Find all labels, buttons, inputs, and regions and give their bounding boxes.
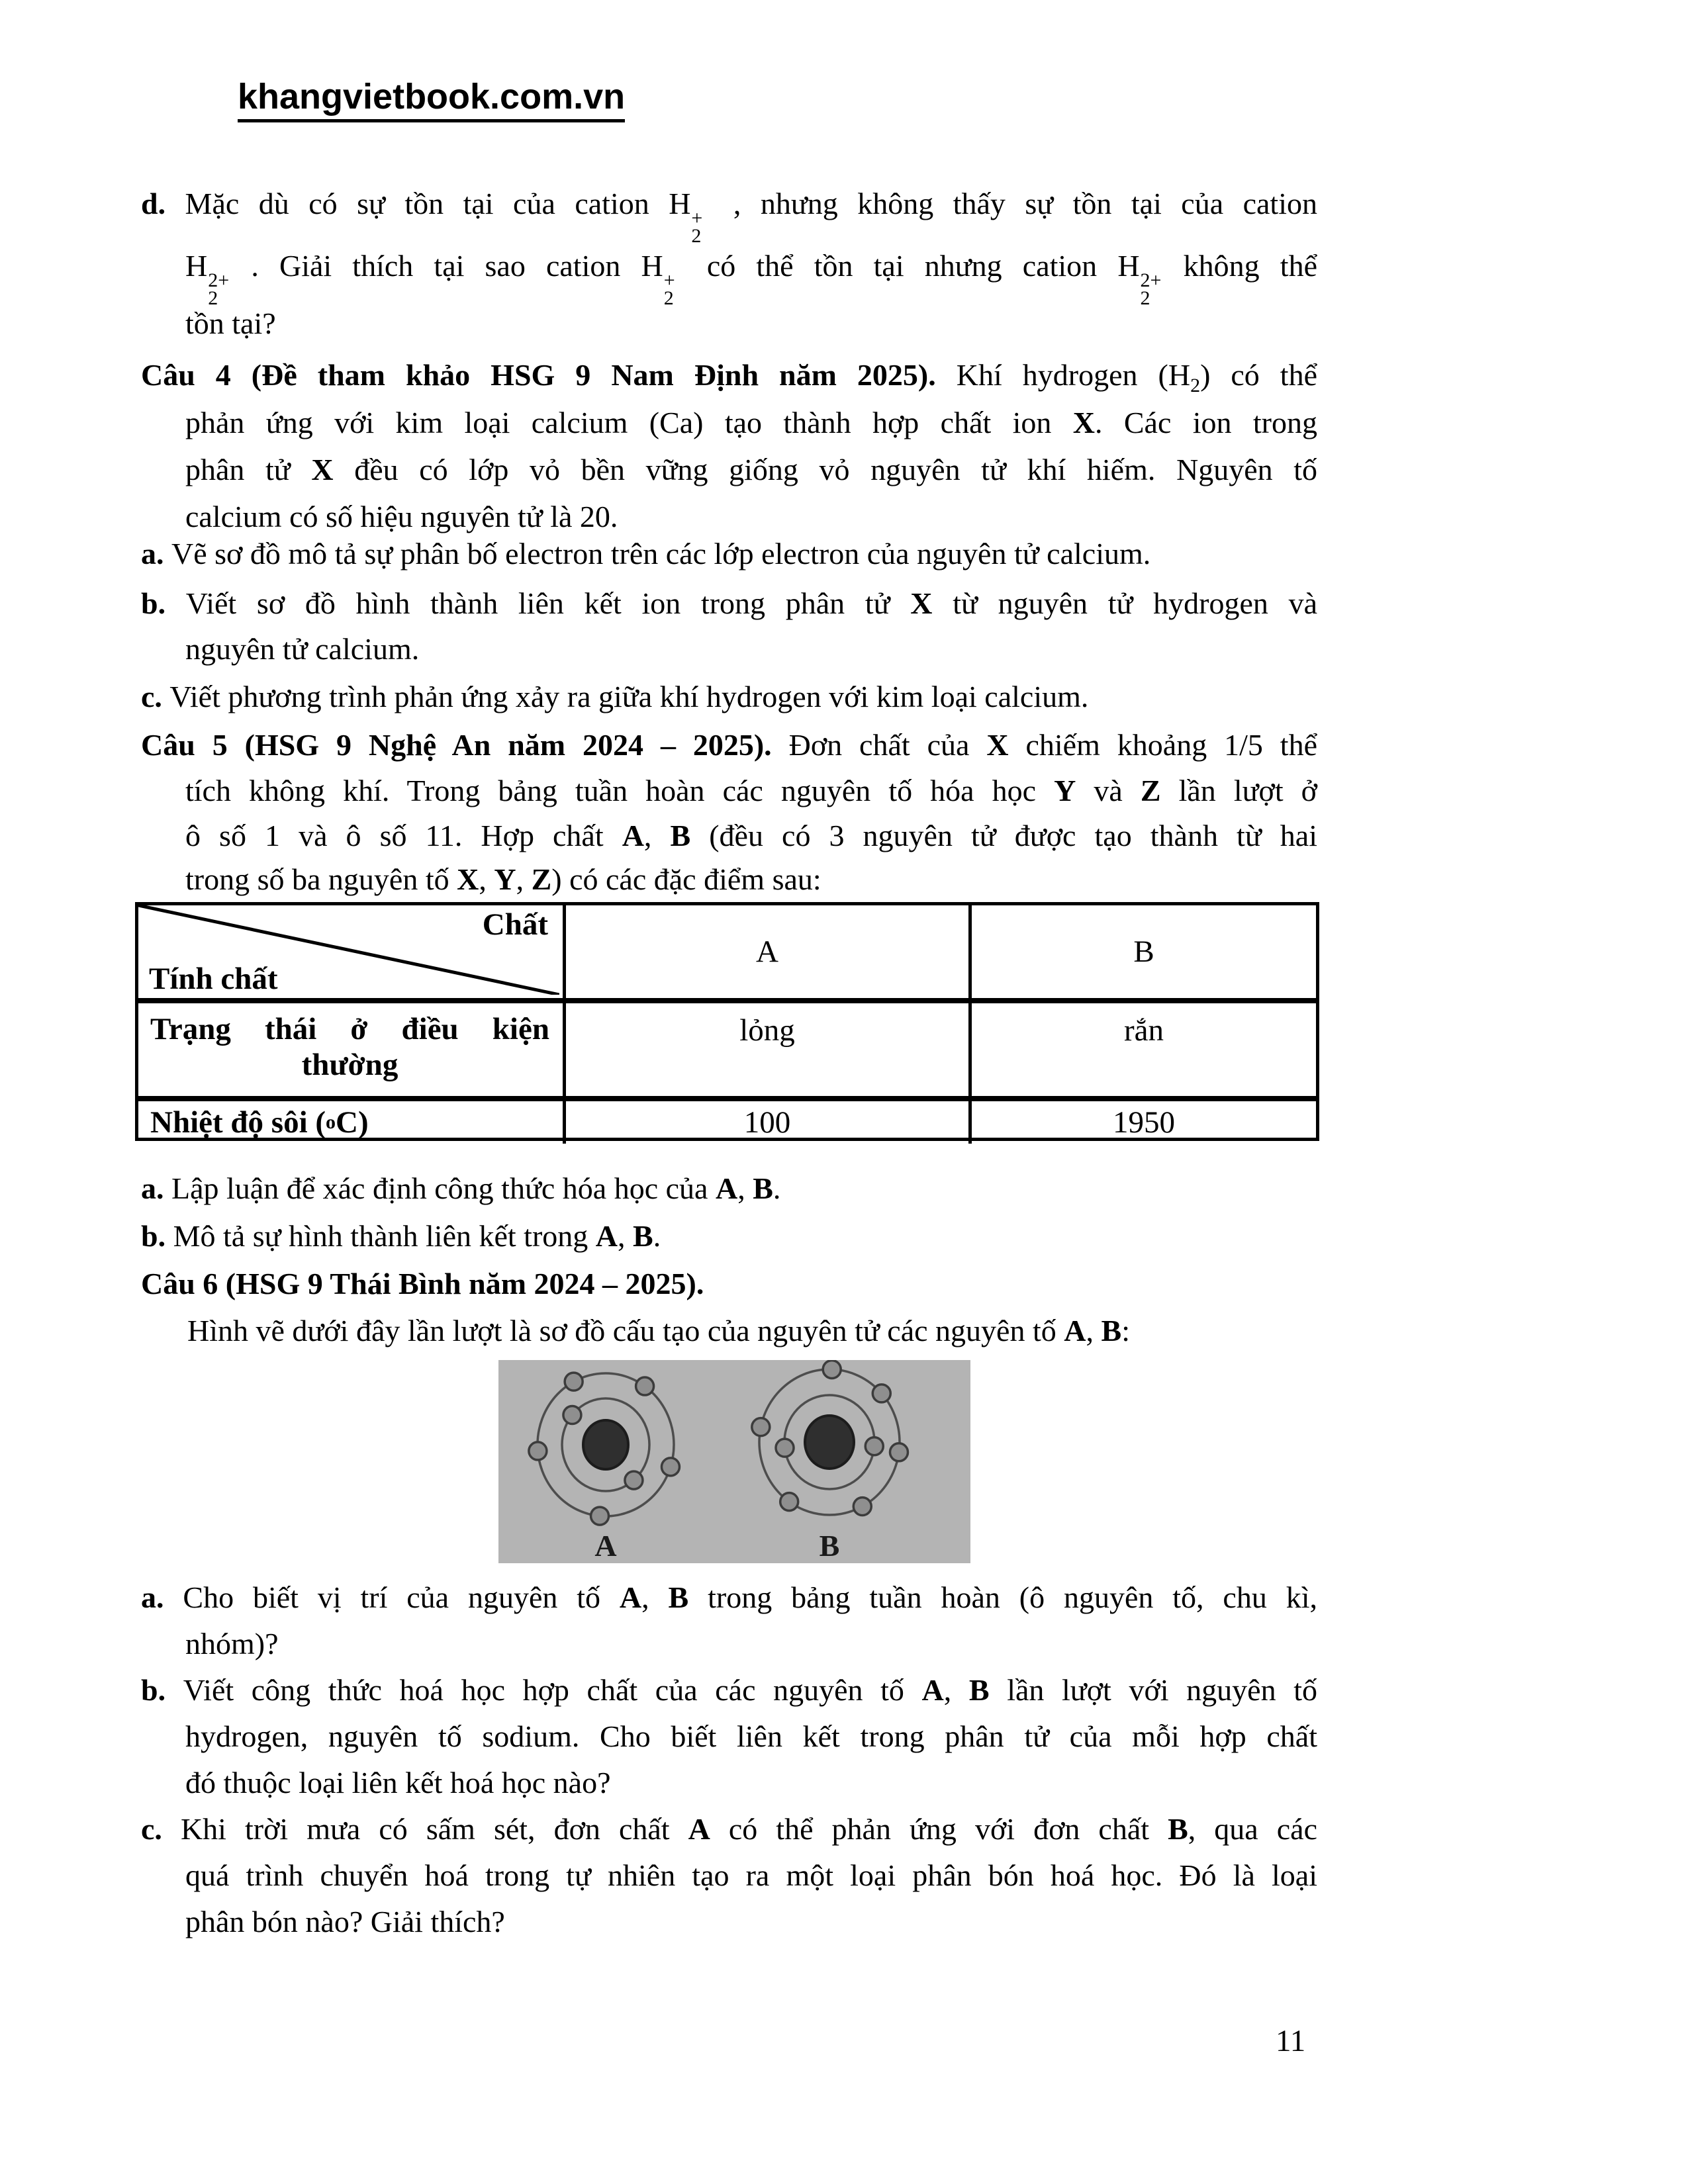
text-segment: ) có thể	[1200, 358, 1318, 392]
text-segment: chiếm khoảng 1/5 thể	[1008, 728, 1317, 762]
text-segment: phân tử	[185, 453, 312, 486]
stacked-charge-script: + 2	[663, 269, 675, 309]
text-segment: Khí hydrogen (H	[956, 358, 1191, 392]
table-row	[138, 1096, 1316, 1144]
electron	[752, 1418, 770, 1436]
text-line	[185, 1717, 1317, 1756]
electron	[563, 1406, 581, 1424]
text-segment: không thể	[1162, 249, 1317, 283]
text-segment: ,	[479, 862, 494, 896]
electron	[890, 1443, 908, 1461]
electron	[823, 1361, 841, 1379]
text-line	[187, 1311, 1317, 1351]
text-segment: a.	[141, 1580, 183, 1614]
electron	[853, 1498, 871, 1516]
text-segment: quá trình chuyển hoá trong tự nhiên tạo ra một loại phân bón hoá học. Đó là loại	[185, 1858, 1317, 1892]
text-segment: nguyên tử calcium.	[185, 632, 420, 666]
text-segment: Viết công thức hoá học hợp chất của các nguyên tố	[183, 1673, 922, 1707]
electron	[872, 1385, 890, 1402]
text-segment: tồn tại?	[185, 306, 276, 340]
text-line	[141, 1216, 1317, 1256]
text-segment: Viết sơ đồ hình thành liên kết ion trong phân tử	[185, 586, 911, 620]
text-segment: ô số 1 và ô số 11. Hợp chất	[185, 819, 622, 852]
boiling-label-post: C)	[336, 1105, 369, 1140]
text-segment: Câu 5 (HSG 9 Nghệ An năm 2024 – 2025).	[141, 728, 789, 762]
text-line	[185, 629, 1317, 669]
electron	[776, 1439, 794, 1457]
text-segment: H	[669, 187, 691, 220]
table-header-row	[138, 905, 1316, 998]
text-segment: đều có lớp vỏ bền vững giống vỏ nguyên tử khí hiếm. Nguyên tố	[333, 453, 1317, 486]
text-line	[141, 355, 1317, 406]
text-segment: A	[619, 1580, 642, 1614]
text-segment: Vẽ sơ đồ mô tả sự phân bố electron trên các lớp electron của nguyên tử calcium.	[171, 537, 1151, 570]
atom-diagram-figure	[498, 1360, 970, 1563]
text-segment: ,	[516, 862, 532, 896]
text-segment: X	[1072, 406, 1096, 439]
text-segment: có thể tồn tại nhưng cation	[686, 249, 1118, 283]
text-segment: c.	[141, 680, 170, 713]
boiling-label-sup: o	[326, 1111, 336, 1133]
text-line	[185, 450, 1317, 490]
text-segment: calcium có số hiệu nguyên tử là 20.	[185, 500, 618, 533]
text-segment: Lập luận để xác định công thức hóa học của	[171, 1171, 716, 1205]
text-segment: Hình vẽ dưới đây lần lượt là sơ đồ cấu tạo của nguyên tử các nguyên tố	[187, 1314, 1064, 1347]
text-line	[141, 725, 1317, 765]
text-line	[185, 1763, 1317, 1803]
text-segment: .	[653, 1219, 661, 1253]
text-segment: ,	[618, 1219, 633, 1253]
text-segment: b.	[141, 586, 186, 620]
text-line	[185, 1856, 1317, 1895]
text-line	[141, 1264, 1317, 1304]
text-segment: 2	[1190, 375, 1201, 396]
electron	[865, 1437, 883, 1455]
text-segment: Câu 6 (HSG 9 Thái Bình năm 2024 – 2025).	[141, 1267, 704, 1300]
page-number: 11	[1276, 2024, 1306, 2058]
text-line	[141, 1578, 1317, 1617]
atom-label: B	[819, 1529, 840, 1563]
text-segment: X	[457, 862, 479, 896]
text-segment: B	[1168, 1812, 1188, 1846]
text-segment: B	[633, 1219, 653, 1253]
text-segment: X	[986, 728, 1009, 762]
text-segment: X	[910, 586, 933, 620]
boiling-value-b: 1950	[968, 1101, 1316, 1144]
text-segment: Đơn chất của	[788, 728, 987, 762]
text-line	[185, 246, 1317, 307]
text-segment: , qua các	[1188, 1812, 1318, 1846]
electron	[625, 1471, 643, 1489]
text-line	[141, 184, 1317, 245]
text-segment: nhóm)?	[185, 1627, 279, 1661]
atom-diagram-svg	[498, 1360, 970, 1563]
text-segment: A	[715, 1171, 738, 1205]
corner-label-substance: Chất	[482, 907, 548, 942]
row-label-state: Trạng thái ở điều kiện thường	[150, 1012, 549, 1082]
text-line	[141, 1169, 1317, 1208]
state-value-b: rắn	[968, 1003, 1316, 1096]
text-segment: B	[968, 1673, 990, 1707]
text-segment: tích không khí. Trong bảng tuần hoàn các nguyên tố hóa học	[185, 774, 1055, 807]
text-segment: phân bón nào? Giải thích?	[185, 1905, 505, 1938]
text-line	[185, 1902, 1317, 1942]
corner-label-property: Tính chất	[149, 962, 278, 996]
text-segment: Mô tả sự hình thành liên kết trong	[173, 1219, 596, 1253]
stacked-charge-script: + 2	[691, 207, 703, 247]
atom-label: A	[594, 1529, 617, 1563]
text-line	[141, 677, 1317, 717]
nucleus	[583, 1420, 628, 1469]
text-segment: A	[1064, 1314, 1086, 1347]
text-segment: ,	[1086, 1314, 1102, 1347]
column-header-b: B	[968, 905, 1316, 998]
text-segment: a.	[141, 537, 171, 570]
electron	[529, 1442, 547, 1460]
text-segment: trong bảng tuần hoàn (ô nguyên tố, chu kì,	[688, 1580, 1318, 1614]
text-line	[141, 534, 1317, 574]
text-segment: X	[311, 453, 334, 486]
text-segment: b.	[141, 1673, 183, 1707]
text-segment: (đều có 3 nguyên tử được tạo thành từ hai	[690, 819, 1318, 852]
text-segment: lần lượt ở	[1160, 774, 1318, 807]
text-segment: Z	[531, 862, 552, 896]
text-segment: d.	[141, 187, 185, 220]
text-line	[185, 497, 1317, 537]
table-row	[138, 998, 1316, 1096]
text-line	[141, 1670, 1317, 1710]
text-segment: ,	[737, 1171, 753, 1205]
text-line	[185, 1624, 1317, 1664]
nucleus	[805, 1416, 854, 1469]
electron	[636, 1377, 654, 1395]
boiling-label-pre: Nhiệt độ sôi (	[150, 1105, 326, 1140]
text-segment: B	[668, 1580, 689, 1614]
text-line	[185, 403, 1317, 443]
electron	[661, 1458, 679, 1476]
text-segment: B	[1101, 1314, 1122, 1347]
stacked-charge-script: 2+ 2	[208, 269, 230, 309]
text-segment: có thể phản ứng với đơn chất	[710, 1812, 1168, 1846]
text-segment: B	[670, 819, 691, 852]
table-corner-cell	[138, 905, 563, 998]
text-line	[185, 816, 1317, 856]
text-segment: B	[753, 1171, 773, 1205]
text-segment: trong số ba nguyên tố	[185, 862, 457, 896]
text-line	[185, 304, 1317, 343]
text-segment: H	[641, 249, 663, 283]
text-segment: . Các ion trong	[1095, 406, 1317, 439]
column-header-a: A	[563, 905, 968, 998]
text-line	[185, 771, 1317, 811]
text-segment: c.	[141, 1812, 181, 1846]
text-segment: lần lượt với nguyên tố	[989, 1673, 1317, 1707]
text-line	[141, 584, 1317, 623]
text-segment: A	[622, 819, 644, 852]
text-segment: ) có các đặc điểm sau:	[551, 862, 821, 896]
text-segment: Cho biết vị trí của nguyên tố	[183, 1580, 620, 1614]
text-segment: Khi trời mưa có sấm sét, đơn chất	[180, 1812, 688, 1846]
text-segment: ,	[641, 1580, 669, 1614]
text-segment: hydrogen, nguyên tố sodium. Cho biết liên kết trong phân tử của mỗi hợp chất	[185, 1719, 1317, 1753]
text-segment: .	[773, 1171, 781, 1205]
text-segment: :	[1121, 1314, 1130, 1347]
electron	[565, 1373, 583, 1390]
text-segment: và	[1076, 774, 1141, 807]
text-segment: Viết phương trình phản ứng xảy ra giữa khí hydrogen với kim loại calcium.	[169, 680, 1089, 713]
boiling-value-a: 100	[563, 1101, 968, 1144]
text-segment: H	[185, 249, 208, 283]
text-segment: Y	[1054, 774, 1076, 807]
electron	[780, 1493, 798, 1511]
text-segment: Z	[1140, 774, 1161, 807]
state-value-a: lỏng	[563, 1003, 968, 1096]
properties-table	[135, 902, 1319, 1141]
electron	[591, 1507, 609, 1525]
row-label-boiling-point	[138, 1101, 563, 1144]
text-segment: Mặc dù có sự tồn tại của cation	[185, 187, 669, 220]
text-segment: ,	[943, 1673, 969, 1707]
text-segment: a.	[141, 1171, 171, 1205]
text-segment: A	[595, 1219, 618, 1253]
text-segment: phản ứng với kim loại calcium (Ca) tạo thành hợp chất ion	[185, 406, 1073, 439]
text-segment: . Giải thích tại sao cation	[230, 249, 641, 283]
text-segment: , nhưng không thấy sự tồn tại của cation	[714, 187, 1317, 220]
text-segment: b.	[141, 1219, 173, 1253]
text-segment: Y	[494, 862, 516, 896]
text-segment: A	[921, 1673, 944, 1707]
text-line	[141, 1809, 1317, 1849]
text-line	[185, 860, 1317, 899]
text-segment: Câu 4 (Đề tham khảo HSG 9 Nam Định năm 2025).	[141, 358, 957, 392]
text-segment: ,	[643, 819, 671, 852]
text-segment: đó thuộc loại liên kết hoá học nào?	[185, 1766, 611, 1799]
site-header: khangvietbook.com.vn	[238, 78, 625, 122]
text-segment: H	[1117, 249, 1140, 283]
stacked-charge-script: 2+ 2	[1140, 269, 1162, 309]
text-segment: từ nguyên tử hydrogen và	[932, 586, 1317, 620]
text-segment: A	[688, 1812, 710, 1846]
